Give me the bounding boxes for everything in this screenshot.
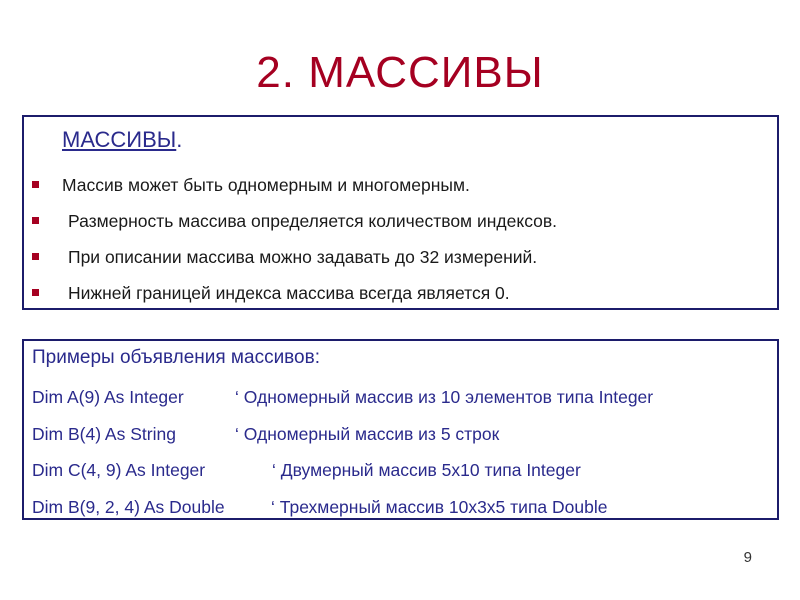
page-number: 9 bbox=[743, 549, 752, 566]
example-code: Dim A(9) As Integer bbox=[32, 387, 184, 407]
bullet-text: Нижней границей индекса массива всегда является 0. bbox=[68, 283, 510, 303]
square-bullet-icon bbox=[32, 253, 39, 260]
example-code: Dim B(9, 2, 4) As Double bbox=[32, 496, 225, 517]
examples-heading: Примеры объявления массивов: bbox=[32, 347, 320, 368]
definition-box bbox=[22, 115, 779, 310]
examples-box bbox=[22, 339, 779, 520]
definition-heading bbox=[62, 127, 182, 153]
example-comment: ‘ Одномерный массив из 10 элементов типа Integer bbox=[235, 387, 654, 407]
definition-heading-punct: . bbox=[176, 127, 183, 152]
example-comment: ‘ Двумерный массив 5x10 типа Integer bbox=[272, 460, 581, 480]
square-bullet-icon bbox=[32, 217, 39, 224]
example-comment: ‘ Одномерный массив из 5 строк bbox=[235, 423, 500, 444]
square-bullet-icon bbox=[32, 181, 39, 188]
bullet-text: Размерность массива определяется количеством индексов. bbox=[68, 211, 558, 231]
bullet-text: Массив может быть одномерным и многомерным. bbox=[62, 175, 470, 195]
example-comment: ‘ Трехмерный массив 10x3x5 типа Double bbox=[271, 496, 608, 517]
definition-heading-text: МАССИВЫ bbox=[62, 127, 177, 152]
example-code: Dim C(4, 9) As Integer bbox=[32, 460, 206, 480]
example-code: Dim B(4) As String bbox=[32, 423, 176, 444]
slide-title: 2. МАССИВЫ bbox=[256, 48, 544, 97]
square-bullet-icon bbox=[32, 289, 39, 296]
bullet-text: При описании массива можно задавать до 32 измерений. bbox=[68, 247, 538, 267]
